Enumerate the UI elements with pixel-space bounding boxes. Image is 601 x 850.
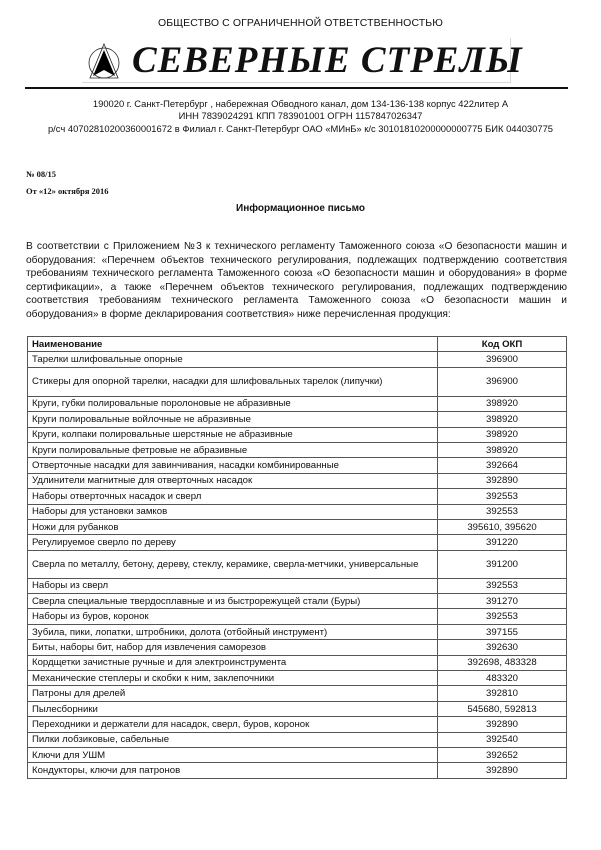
product-name: Сверла по металлу, бетону, дереву, стеклу, керамике, сверла-метчики, универсальные — [28, 550, 438, 578]
product-name: Наборы для установки замков — [28, 504, 438, 519]
table-row — [28, 717, 567, 732]
triangle-arrow-in-circle-icon — [86, 42, 122, 80]
okp-code: 397155 — [438, 624, 567, 639]
okp-code: 392890 — [438, 717, 567, 732]
okp-code: 392553 — [438, 578, 567, 593]
table-row — [28, 367, 567, 396]
table-row — [28, 396, 567, 411]
table-row — [28, 473, 567, 488]
okp-code: 392652 — [438, 747, 567, 762]
table-row — [28, 763, 567, 778]
product-name: Наборы отверточных насадок и сверл — [28, 489, 438, 504]
product-name: Круги полировальные войлочные не абразивные — [28, 412, 438, 427]
product-name: Ножи для рубанков — [28, 519, 438, 534]
okp-code: 392698, 483328 — [438, 655, 567, 670]
table-row — [28, 671, 567, 686]
product-name: Круги полировальные фетровые не абразивные — [28, 442, 438, 457]
okp-code: 391270 — [438, 594, 567, 609]
product-name: Круги, губки полировальные поролоновые не абразивные — [28, 396, 438, 411]
okp-code: 483320 — [438, 671, 567, 686]
product-name: Зубила, пики, лопатки, штробники, долота (отбойный инструмент) — [28, 624, 438, 639]
okp-code: 545680, 592813 — [438, 701, 567, 716]
column-header-code: Код ОКП — [438, 337, 567, 352]
product-name: Наборы из сверл — [28, 578, 438, 593]
table-row — [28, 655, 567, 670]
okp-code: 392890 — [438, 763, 567, 778]
product-name: Переходники и держатели для насадок, сверл, буров, коронок — [28, 717, 438, 732]
table-row — [28, 624, 567, 639]
okp-code: 392553 — [438, 504, 567, 519]
okp-code: 392890 — [438, 473, 567, 488]
table-row — [28, 686, 567, 701]
okp-code: 392540 — [438, 732, 567, 747]
table-row — [28, 458, 567, 473]
table-row — [28, 535, 567, 550]
table-row — [28, 701, 567, 716]
company-address: 190020 г. Санкт-Петербург , набережная Обводного канал, дом 134-136-138 корпус 422литер А — [92, 98, 509, 109]
okp-code: 392630 — [438, 640, 567, 655]
column-header-name: Наименование — [28, 337, 438, 352]
company-registration: ИНН 7839024291 КПП 783901001 ОГРН 1157847026347 — [178, 110, 423, 121]
okp-code: 396900 — [438, 352, 567, 367]
product-name: Ключи для УШМ — [28, 747, 438, 762]
okp-code: 391200 — [438, 550, 567, 578]
document-date: От «12» октября 2016 — [26, 186, 109, 196]
product-name: Наборы из буров, коронок — [28, 609, 438, 624]
okp-code: 396900 — [438, 367, 567, 396]
product-name: Удлинители магнитные для отверточных насадок — [28, 473, 438, 488]
product-name: Механические степлеры и скобки к ним, заклепочники — [28, 671, 438, 686]
okp-code: 392810 — [438, 686, 567, 701]
company-bank-details: р/сч 40702810200360001672 в Филиал г. Санкт-Петербург ОАО «МИнБ» к/с 30101810200000000775 БИК 044030775 — [47, 123, 554, 134]
okp-code: 392664 — [438, 458, 567, 473]
okp-code: 398920 — [438, 427, 567, 442]
okp-code: 392553 — [438, 489, 567, 504]
table-row — [28, 594, 567, 609]
product-name: Кондукторы, ключи для патронов — [28, 763, 438, 778]
product-name: Кордщетки зачистные ручные и для электроинструмента — [28, 655, 438, 670]
document-title: Информационное письмо — [236, 203, 365, 214]
table-row — [28, 352, 567, 367]
intro-paragraph: В соответствии с Приложением №3 к технического регламенту Таможенного союза «О безопасности машин и оборудования: «Перечнем объектов технического регулирования, подлежащих подтверждению соответствия требованиям технического регламента Таможенного союза «О безопасности машин и оборудования» в форме сертификации», а также «Перечнем объектов технического регулирования, подлежащих подтверждению соответствия требованиям технического регламента Таможенного союза «О безопасности машин и оборудования» в форме декларирования соответствия» ниже перечисленная продукция: — [26, 241, 567, 320]
okp-code: 398920 — [438, 442, 567, 457]
product-name: Биты, наборы бит, набор для извлечения саморезов — [28, 640, 438, 655]
table-row — [28, 732, 567, 747]
table-row — [28, 504, 567, 519]
product-name: Сверла специальные твердосплавные и из быстрорежущей стали (Буры) — [28, 594, 438, 609]
okp-code: 391220 — [438, 535, 567, 550]
table-header-row — [28, 337, 567, 352]
table-row — [28, 640, 567, 655]
table-row — [28, 427, 567, 442]
okp-code: 398920 — [438, 396, 567, 411]
product-name: Отверточные насадки для завинчивания, насадки комбинированные — [28, 458, 438, 473]
table-row — [28, 489, 567, 504]
product-table — [27, 336, 567, 779]
table-row — [28, 412, 567, 427]
product-name: Тарелки шлифовальные опорные — [28, 352, 438, 367]
product-name: Патроны для дрелей — [28, 686, 438, 701]
table-row — [28, 578, 567, 593]
company-name: СЕВЕРНЫЕ СТРЕЛЫ — [132, 40, 523, 81]
table-row — [28, 550, 567, 578]
table-row — [28, 747, 567, 762]
table-row — [28, 442, 567, 457]
product-name: Стикеры для опорной тарелки, насадки для шлифовальных тарелок (липучки) — [28, 367, 438, 396]
product-name: Пилки лобзиковые, сабельные — [28, 732, 438, 747]
table-row — [28, 519, 567, 534]
document-number: № 08/15 — [26, 169, 57, 179]
okp-code: 392553 — [438, 609, 567, 624]
product-name: Регулируемое сверло по дереву — [28, 535, 438, 550]
org-type-heading: ОБЩЕСТВО С ОГРАНИЧЕННОЙ ОТВЕТСТВЕННОСТЬЮ — [157, 17, 443, 29]
product-name: Круги, колпаки полировальные шерстяные не абразивные — [28, 427, 438, 442]
okp-code: 398920 — [438, 412, 567, 427]
header-divider — [25, 87, 568, 89]
product-name: Пылесборники — [28, 701, 438, 716]
okp-code: 395610, 395620 — [438, 519, 567, 534]
table-row — [28, 609, 567, 624]
